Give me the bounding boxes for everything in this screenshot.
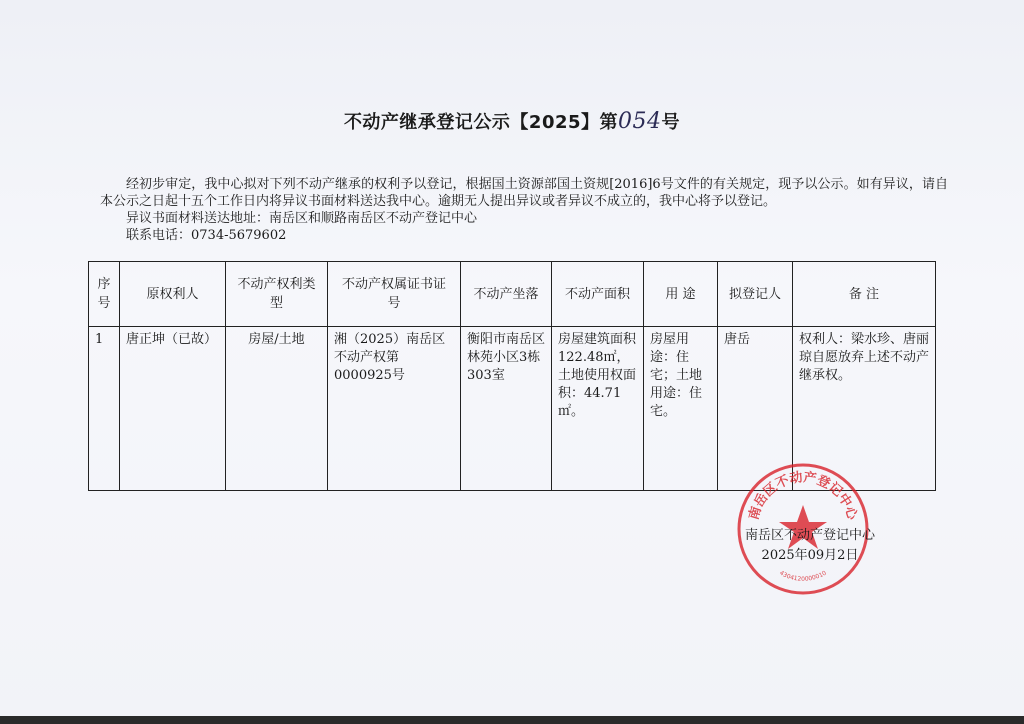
intro-address: 异议书面材料送达地址：南岳区和顺路南岳区不动产登记中心 (126, 211, 478, 226)
intro-phone: 联系电话：0734-5679602 (126, 228, 287, 243)
header-registrant: 拟登记人 (718, 262, 793, 327)
issue-date: 2025年09月2日 (761, 548, 859, 563)
cell-location: 衡阳市南岳区林苑小区3栋303室 (461, 327, 552, 491)
issuer-org: 南岳区不动产登记中心 (744, 528, 875, 543)
cell-registrant: 唐岳 (718, 327, 793, 491)
intro-text (100, 176, 948, 244)
seal-text: 南岳区不动产登记中心 (746, 470, 860, 522)
header-seq: 序号 (89, 262, 120, 327)
header-location: 不动产坐落 (461, 262, 552, 327)
header-original-owner: 原权利人 (120, 262, 226, 327)
cell-area: 房屋建筑面积122.48㎡，土地使用权面积：44.71㎡。 (552, 327, 644, 491)
svg-text:4304120000010 (778, 570, 828, 583)
seal-code: 4304120000010 (778, 569, 828, 583)
registration-table (88, 261, 936, 491)
cell-remarks: 权利人：梁水珍、唐丽琼自愿放弃上述不动产继承权。 (793, 327, 936, 491)
table-header-row (89, 262, 936, 327)
title-handwritten-number: 054 (618, 109, 662, 134)
cell-original-owner: 唐正坤（已故） (120, 327, 226, 491)
cell-right-type: 房屋/土地 (226, 327, 328, 491)
cell-usage: 房屋用途：住宅；土地用途：住宅。 (644, 327, 718, 491)
page-title (0, 108, 1024, 134)
header-remarks: 备 注 (793, 262, 936, 327)
scan-edge (0, 716, 1024, 724)
header-area: 不动产面积 (552, 262, 644, 327)
issuer-block (720, 526, 900, 566)
header-right-type: 不动产权利类 型 (226, 262, 328, 327)
header-usage: 用 途 (644, 262, 718, 327)
cell-seq: 1 (89, 327, 120, 491)
title-prefix: 不动产继承登记公示【2025】第 (343, 112, 619, 133)
cell-certificate-no: 湘（2025）南岳区不动产权第0000925号 (328, 327, 461, 491)
header-certificate-no: 不动产权属证书证 号 (328, 262, 461, 327)
title-suffix: 号 (661, 112, 681, 133)
intro-paragraph: 经初步审定，我中心拟对下列不动产继承的权利予以登记，根据国土资源部国土资规[2016]6号文件的有关规定，现予以公示。如有异议，请自本公示之日起十五个工作日内将异议书面材料送达我中心。逾期无人提出异议或者异议不成立的，我中心将予以登记。 (100, 177, 948, 209)
